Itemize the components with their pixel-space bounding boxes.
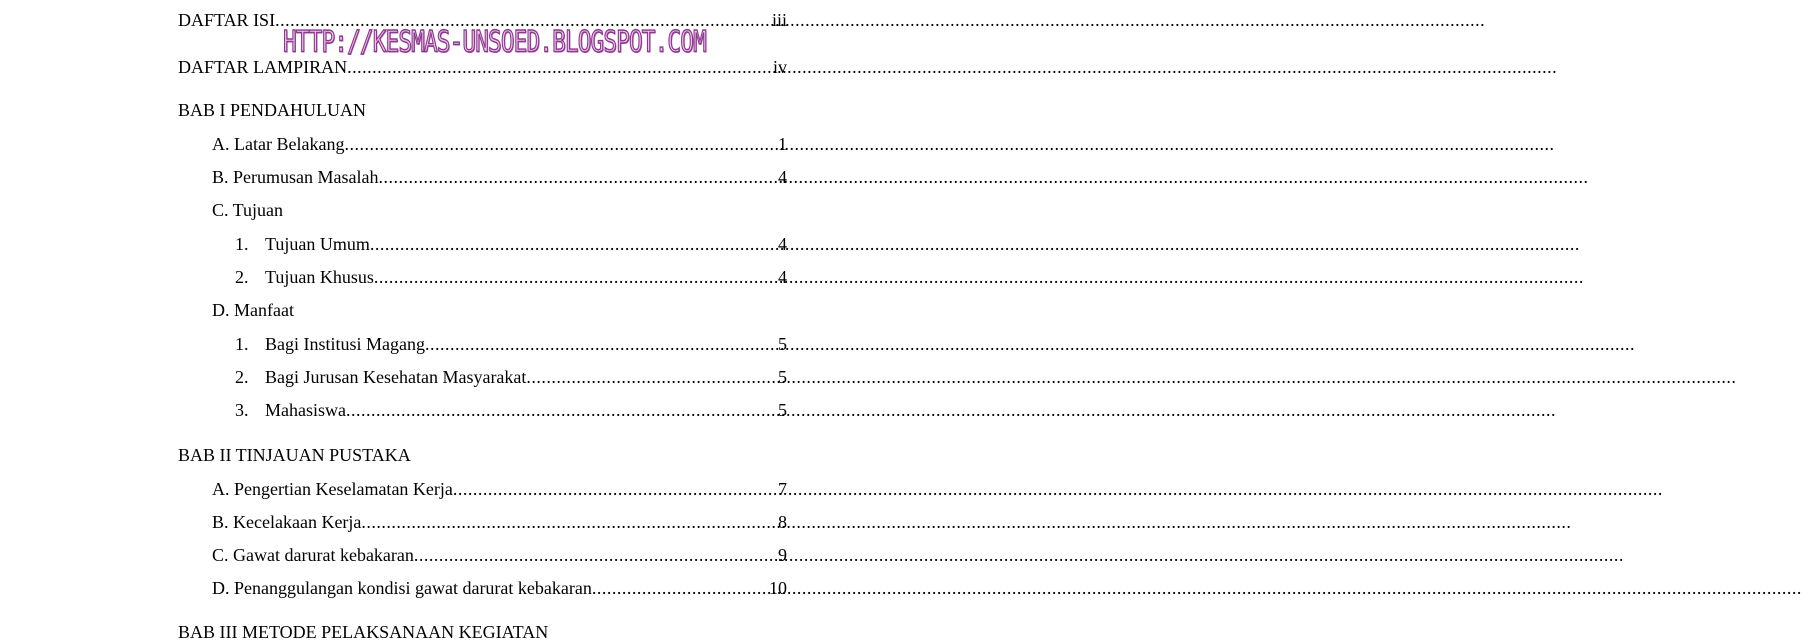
chapter-title: BAB III METODE PELAKSANAAN KEGIATAN	[178, 622, 549, 642]
toc-dot-leader	[453, 478, 777, 500]
toc-label: B. Kecelakaan Kerja	[212, 512, 362, 532]
toc-page-number: 7	[778, 479, 787, 499]
toc-label: Bagi Institusi Magang	[265, 334, 425, 354]
toc-subentry	[235, 399, 787, 421]
list-number: 1.	[235, 234, 249, 254]
toc-label: B. Perumusan Masalah	[212, 167, 379, 187]
list-number: 2.	[235, 367, 249, 387]
toc-entry	[212, 478, 787, 500]
toc-page-number: 5	[778, 400, 787, 420]
toc-dot-leader	[346, 399, 777, 421]
toc-dot-leader	[370, 233, 777, 255]
list-number: 2.	[235, 267, 249, 287]
toc-label: D. Manfaat	[212, 300, 294, 320]
toc-page-number: 4	[778, 167, 787, 187]
toc-entry	[212, 544, 787, 566]
toc-dot-leader	[361, 511, 777, 533]
list-number: 1.	[235, 334, 249, 354]
toc-subentry	[235, 266, 787, 288]
toc-label: DAFTAR LAMPIRAN	[178, 57, 348, 77]
toc-label: A. Latar Belakang	[212, 134, 345, 154]
toc-label: DAFTAR ISI	[178, 10, 276, 30]
toc-subentry	[235, 233, 787, 255]
toc-entry	[212, 166, 787, 188]
toc-section-heading	[212, 199, 283, 221]
toc-page-number: 5	[778, 367, 787, 387]
toc-label: Mahasiswa	[265, 400, 346, 420]
toc-chapter-heading	[178, 99, 366, 121]
toc-section-heading	[212, 299, 294, 321]
toc-label: A. Pengertian Keselamatan Kerja	[212, 479, 453, 499]
toc-label: C. Tujuan	[212, 200, 284, 220]
toc-page-number: 9	[778, 545, 787, 565]
toc-label: Tujuan Umum	[265, 234, 370, 254]
watermark-text: HTTP://KESMAS-UNSOED.BLOGSPOT.COM	[283, 25, 706, 60]
toc-page-number: 4	[778, 267, 787, 287]
toc-dot-leader	[414, 544, 777, 566]
toc-label: C. Gawat darurat kebakaran	[212, 545, 414, 565]
toc-dot-leader	[374, 266, 777, 288]
toc-label: Bagi Jurusan Kesehatan Masyarakat	[265, 367, 527, 387]
toc-entry	[212, 133, 787, 155]
list-number: 3.	[235, 400, 249, 420]
chapter-title: BAB I PENDAHULUAN	[178, 100, 366, 120]
toc-subentry	[235, 366, 787, 388]
chapter-title: BAB II TINJAUAN PUSTAKA	[178, 445, 411, 465]
toc-dot-leader	[344, 133, 777, 155]
toc-label: D. Penanggulangan kondisi gawat darurat kebakaran	[212, 578, 592, 598]
toc-dot-leader	[378, 166, 777, 188]
toc-page-number: iv	[772, 57, 787, 77]
toc-page-number: 8	[778, 512, 787, 532]
toc-dot-leader	[526, 366, 777, 388]
toc-page-number: 4	[778, 234, 787, 254]
toc-chapter-heading	[178, 621, 548, 643]
toc-entry	[212, 577, 787, 599]
toc-entry	[212, 511, 787, 533]
toc-chapter-heading	[178, 444, 411, 466]
toc-dot-leader	[425, 333, 777, 355]
toc-page-number: 5	[778, 334, 787, 354]
toc-page-number: 1	[778, 134, 787, 154]
toc-page-number: iii	[771, 10, 787, 30]
toc-subentry	[235, 333, 787, 355]
toc-page-number: 10	[769, 578, 787, 598]
toc-label: Tujuan Khusus	[265, 267, 374, 287]
toc-dot-leader	[592, 577, 768, 599]
